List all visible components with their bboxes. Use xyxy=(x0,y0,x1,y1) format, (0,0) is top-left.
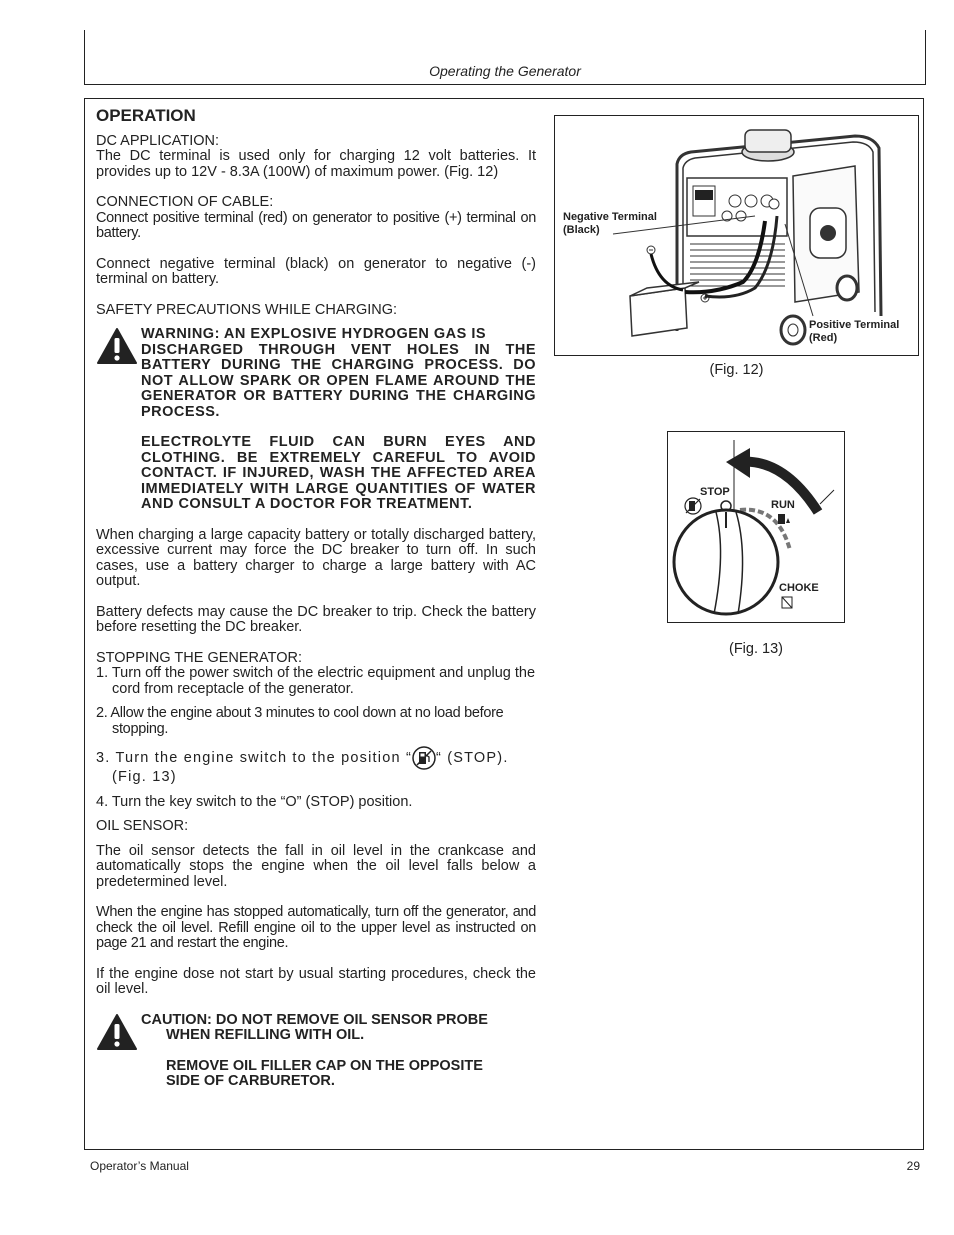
large-battery-paragraph: When charging a large capacity battery or totally discharged battery, excessive current may force the DC breaker to turn off. In such cases, use a battery charger to charge a large battery with AC output. xyxy=(96,526,536,589)
oil-sensor-title: OIL SENSOR: xyxy=(96,818,189,834)
safety-title: SAFETY PRECAUTIONS WHILE CHARGING: xyxy=(96,301,398,318)
header-frame xyxy=(84,30,926,85)
stopping-step-2: 2. Allow the engine about 3 minutes to cool down at no load before stopping. xyxy=(96,705,504,737)
figure-13-caption: (Fig. 13) xyxy=(729,641,783,657)
negative-terminal-label xyxy=(563,211,657,237)
run-label: RUN xyxy=(771,499,795,511)
dc-application-text: The DC terminal is used only for charging 12 volt batteries. It provides up to 12V - 8.3A (100W) of maximum power. (Fig. 12) xyxy=(96,148,536,180)
fuel-stop-icon xyxy=(412,746,436,770)
figure-13-frame xyxy=(667,431,845,623)
left-column xyxy=(96,108,536,1090)
electrolyte-warning: ELECTROLYTE FLUID CAN BURN EYES AND CLOTHING. BE EXTREMELY CAREFUL TO AVOID CONTACT. IF INJURED, WASH THE AFFECTED AREA IMMEDIATELY WITH LARGE QUANTITIES OF WATER AND CONSULT A DOCTOR FOR TREATMENT. xyxy=(141,434,536,512)
page-header-title: Operating the Generator xyxy=(429,63,581,79)
oil-sensor-text-3: If the engine dose not start by usual starting procedures, check the oil level. xyxy=(96,965,536,997)
stopping-step-3-start: 3. Turn the engine switch to the position “ xyxy=(96,749,412,766)
footer-page-number: 29 xyxy=(906,1159,920,1173)
caution-line-2: WHEN REFILLING WITH OIL. xyxy=(166,1027,365,1043)
battery-defects-paragraph: Battery defects may cause the DC breaker to trip. Check the battery before resetting the DC breaker. xyxy=(96,603,536,635)
positive-terminal-label xyxy=(809,319,899,345)
positive-terminal-label-line-1: Positive Terminal xyxy=(809,319,900,331)
connection-title: CONNECTION OF CABLE: xyxy=(96,194,274,210)
section-heading: OPERATION xyxy=(96,106,196,125)
positive-terminal-label-line-2: (Red) xyxy=(809,332,838,344)
stopping-step-3-end: “ (STOP). (Fig. 13) xyxy=(112,749,509,785)
warning-block xyxy=(96,327,536,513)
warning-line-first: WARNING: AN EXPLOSIVE HYDROGEN GAS IS xyxy=(141,326,487,342)
dc-application-title: DC APPLICATION: xyxy=(96,132,220,149)
stop-label: STOP xyxy=(700,486,730,498)
oil-sensor-text-2: When the engine has stopped automatically, turn off the generator, and check the oil level. Refill engine oil to the upper level as instructed on page 21 and restart the engine. xyxy=(96,904,536,951)
figure-12-caption: (Fig. 12) xyxy=(709,362,764,378)
caution-line-1: CAUTION: DO NOT REMOVE OIL SENSOR PROBE xyxy=(141,1011,488,1028)
figure-12-frame xyxy=(554,115,919,356)
footer-manual-name: Operator’s Manual xyxy=(90,1159,189,1173)
stopping-step-3 xyxy=(96,746,536,786)
stopping-step-1: 1. Turn off the power switch of the electric equipment and unplug the cord from receptacle of the generator. xyxy=(96,665,536,697)
stopping-step-4: 4. Turn the key switch to the “O” (STOP) position. xyxy=(96,793,413,810)
negative-terminal-label-line-1: Negative Terminal xyxy=(563,211,657,223)
stopping-title: STOPPING THE GENERATOR: xyxy=(96,649,302,666)
caution-line-3: REMOVE OIL FILLER CAP ON THE OPPOSITE xyxy=(166,1057,483,1074)
connection-text-1: Connect positive terminal (red) on generator to positive (+) terminal on battery. xyxy=(96,209,536,241)
caution-block xyxy=(96,1013,536,1090)
warning-triangle-icon xyxy=(96,327,138,365)
negative-terminal-label-line-2: (Black) xyxy=(563,224,600,236)
oil-sensor-text-1: The oil sensor detects the fall in oil level in the crankcase and automatically stops the engine when the oil level falls below a predetermined level. xyxy=(96,842,536,890)
caution-triangle-icon xyxy=(96,1013,138,1051)
warning-text: DISCHARGED THROUGH VENT HOLES IN THE BATTERY DURING THE CHARGING PROCESS. DO NOT ALLOW SPARK OR OPEN FLAME AROUND THE GENERATOR OR BATTERY DURING THE CHARGING PROCESS. xyxy=(141,341,536,420)
choke-label: CHOKE xyxy=(779,582,819,594)
caution-line-4: SIDE OF CARBURETOR. xyxy=(166,1073,335,1089)
connection-text-2: Connect negative terminal (black) on generator to negative (-) terminal on battery. xyxy=(96,255,536,287)
